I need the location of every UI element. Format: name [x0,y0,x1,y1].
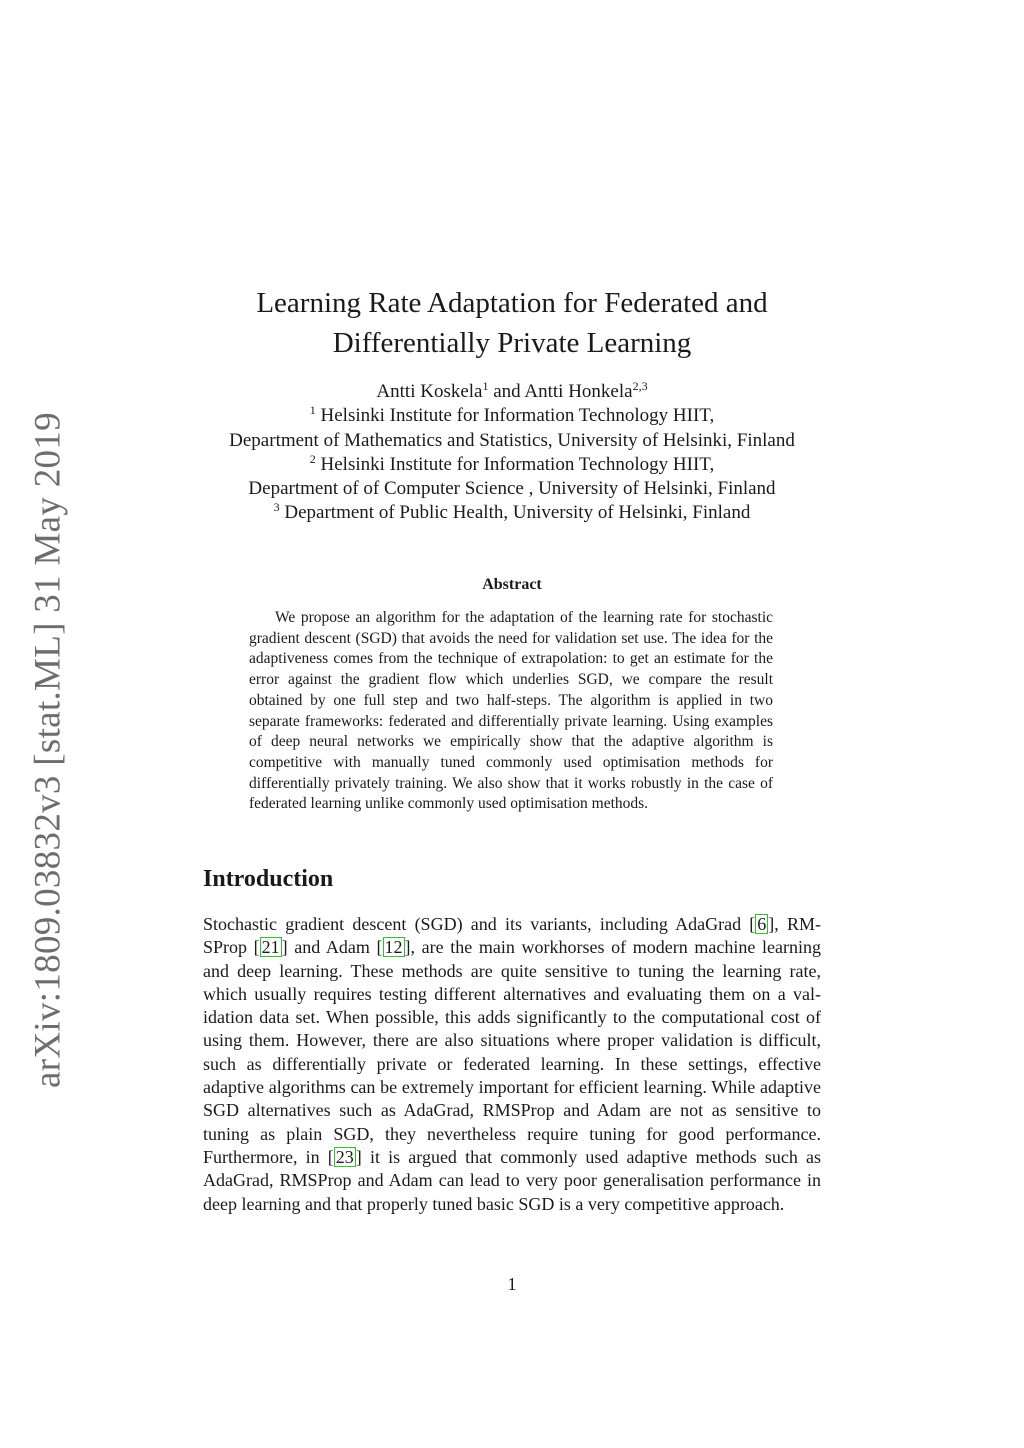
affiliation-line: Department of of Computer Science , University of Helsinki, Finland [248,478,776,500]
author-name: Antti Honkela [524,381,633,402]
paragraph-text: ], are the main workhorses of modern machine learning and deep learning. These methods are quite sensitive to tuning the learning rate, which usually requires testing different alternatives and evaluating them on a validation data set. When possible, this adds significantly to the computational cost of using them. However, there are also situations where proper validation is difficult, such as differentially private or federated learning. In these settings, effective adaptive algorithms can be extremely important for efficient learning. While adaptive SGD alternatives such as AdaGrad, RMSProp and Adam are not as sensitive to tuning as plain SGD, they nevertheless require tuning for good performance. Furthermore, in [ [203,937,821,1167]
introduction-paragraph [203,913,821,1216]
title-line: Learning Rate Adaptation for Federated and [256,287,768,319]
affiliation-text: Department of Public Health, University of Helsinki, Finland [284,502,751,524]
citation-link[interactable]: 12 [384,937,403,958]
affiliation-line [0,453,1024,477]
abstract-text: We propose an algorithm for the adaptation of the learning rate for stochastic gradient descent (SGD) that avoids the need for validation set use. The idea for the adaptiveness comes from the technique of extrapolation: to get an estimate for the error against the gradient flow which underlies SGD, we compare the result obtained by one full step and two half-steps. The algorithm is applied in two separate frameworks: federated and differentially private learning. Using examples of deep neural networks we empirically show that the adaptive algorithm is competitive with manually tuned commonly used optimisation methods for differentially privately training. We also show that it works robustly in the case of federated learning unlike commonly used optimisation methods. [249,609,773,813]
title-line: Differentially Private Learning [332,327,692,359]
paragraph-text: ] and Adam [ [281,937,383,958]
affiliation-line: Department of Mathematics and Statistics, University of Helsinki, Finland [229,429,795,451]
affiliation-mark: 3 [273,500,280,515]
affiliation-mark: 2 [309,451,316,466]
author-affiliation-mark: 1 [482,379,489,393]
citation-link[interactable]: 23 [335,1146,354,1167]
affiliation-text: Helsinki Institute for Information Technology HIIT, [320,453,715,475]
section-heading-introduction: Introduction [203,866,334,892]
affiliation-mark: 1 [309,403,316,418]
author-name: Antti Koskela [376,381,483,402]
citation-link[interactable]: 6 [757,914,767,934]
author-affiliation-mark: 2,3 [632,379,648,393]
author-names [0,380,1024,404]
author-conjunction: and [488,381,525,402]
paper-title [0,283,1024,363]
paragraph-text: ] it is argued that commonly used adaptive methods such as AdaGrad, RMSProp and Adam can lead to very poor generalisation performance in deep learning and that properly tuned basic SGD is a very competitive approach. [203,1146,821,1214]
affiliation-line [0,501,1024,525]
paragraph-text: ], RMSProp [ [203,914,821,958]
affiliation-text: Helsinki Institute for Information Technology HIIT, [320,405,715,427]
page-number: 1 [507,1274,517,1294]
abstract-heading: Abstract [482,576,542,593]
author-block [0,380,1024,526]
arxiv-stamp-text: arXiv:1809.03832v3 [stat.ML] 31 May 2019 [27,412,69,1088]
affiliation-line [0,404,1024,428]
citation-link[interactable]: 21 [261,937,280,958]
paragraph-text: Stochastic gradient descent (SGD) and its variants, including AdaGrad [ [203,914,756,934]
